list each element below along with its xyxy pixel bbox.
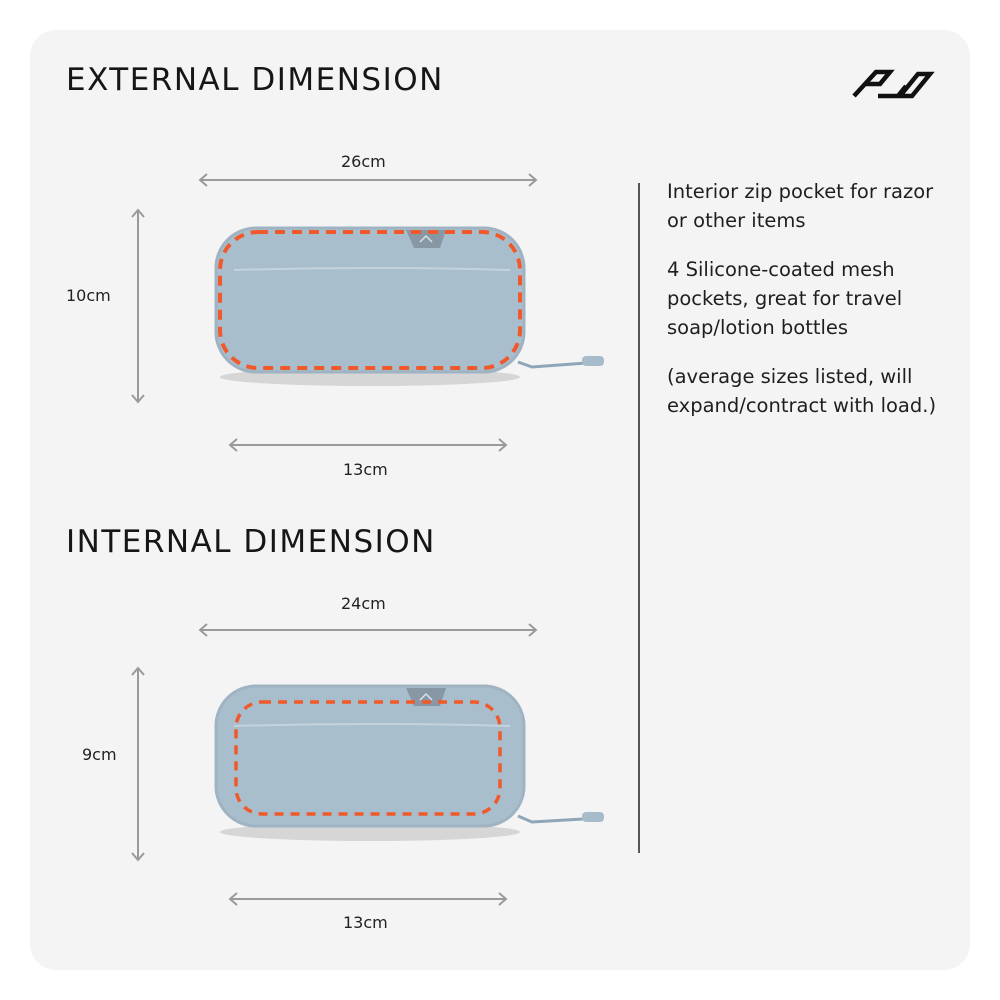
internal-height-arrow [130, 664, 146, 864]
internal-height-label: 9cm [82, 745, 117, 764]
external-pouch-image [210, 222, 610, 387]
brand-logo-icon [850, 66, 940, 100]
internal-width-arrow [196, 622, 540, 638]
note-mesh-pockets: 4 Silicone-coated mesh pockets, great for travel soap/lotion bottles [667, 258, 903, 339]
vertical-divider [638, 183, 640, 853]
note-zip-pocket: Interior zip pocket for razor or other items [667, 180, 934, 232]
external-height-label: 10cm [66, 286, 111, 305]
external-depth-arrow [226, 437, 510, 453]
external-dimension-title: EXTERNAL DIMENSION [66, 62, 444, 98]
external-width-arrow [196, 172, 540, 188]
external-height-arrow [130, 206, 146, 406]
internal-pouch-image [210, 680, 610, 845]
external-width-label: 26cm [341, 152, 386, 171]
feature-notes [667, 177, 957, 440]
internal-depth-arrow [226, 891, 510, 907]
internal-width-label: 24cm [341, 594, 386, 613]
note-average-sizes: (average sizes listed, will expand/contract with load.) [667, 365, 937, 417]
internal-depth-label: 13cm [343, 913, 388, 932]
internal-dimension-title: INTERNAL DIMENSION [66, 524, 436, 560]
external-depth-label: 13cm [343, 460, 388, 479]
